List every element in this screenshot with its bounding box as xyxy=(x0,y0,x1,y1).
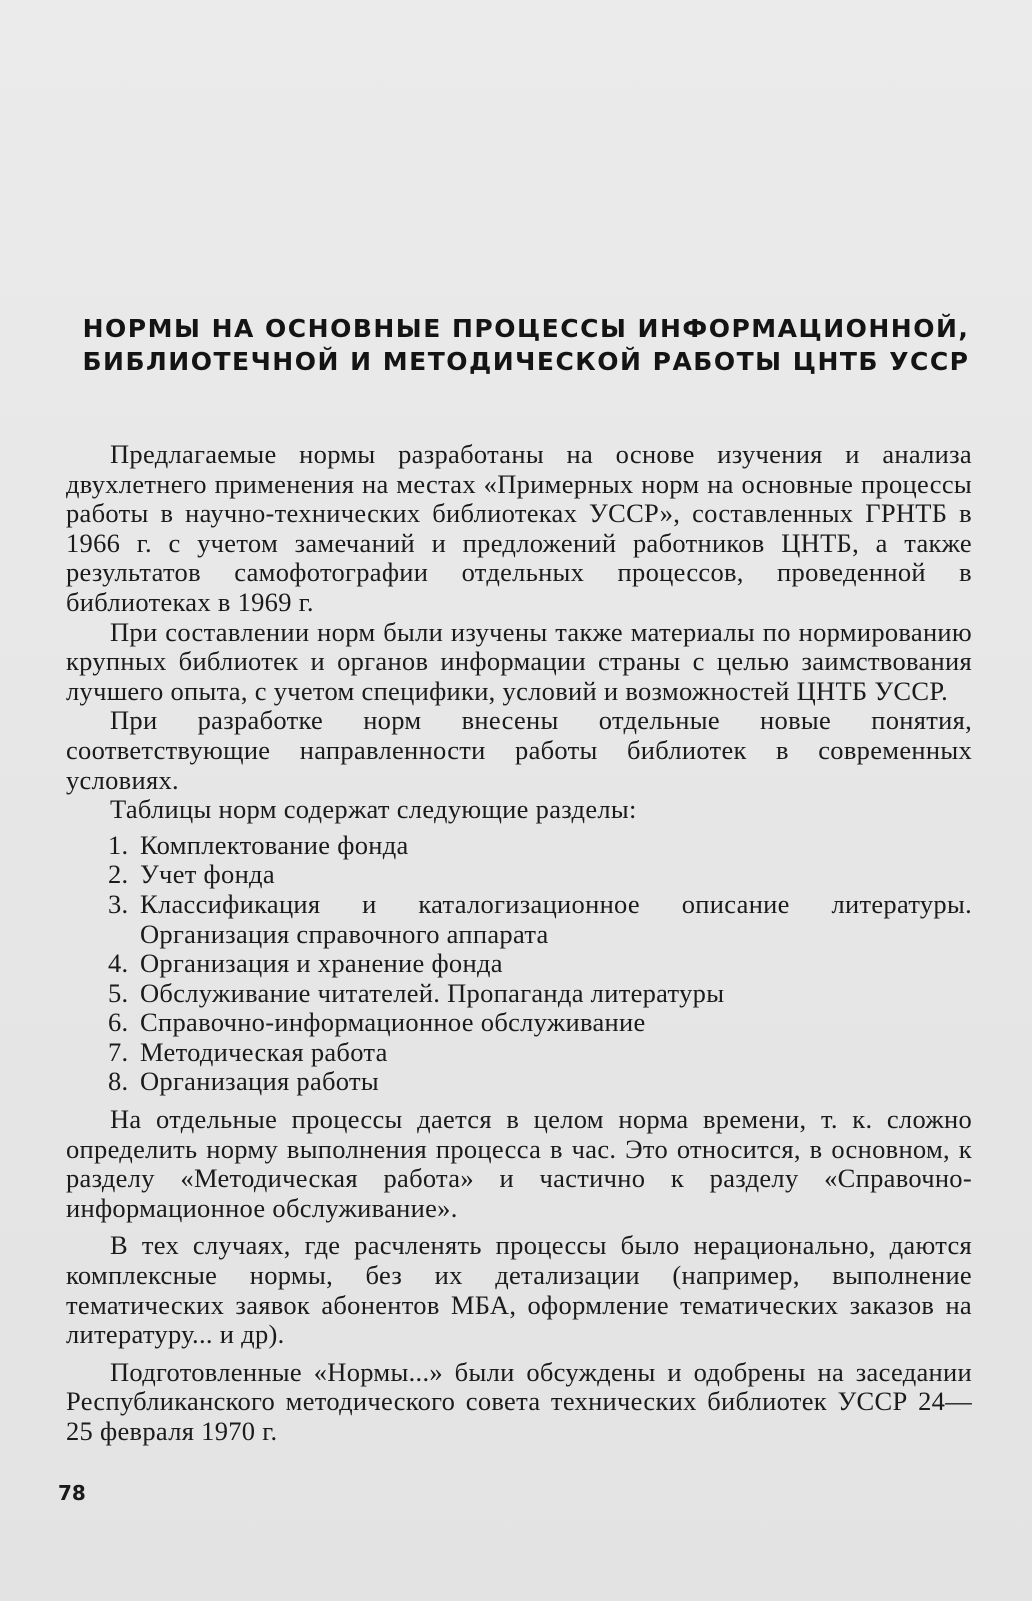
list-item xyxy=(66,1008,972,1038)
list-item-number: 5. xyxy=(108,977,129,1008)
title-line-2: БИБЛИОТЕЧНОЙ И МЕТОДИЧЕСКОЙ РАБОТЫ ЦНТБ УССР xyxy=(82,347,970,376)
sections-list xyxy=(66,831,972,1097)
list-item-number: 8. xyxy=(108,1066,129,1097)
list-item xyxy=(66,1067,972,1097)
list-item xyxy=(66,979,972,1009)
list-item xyxy=(66,1038,972,1068)
list-item-text: Методическая работа xyxy=(140,1036,388,1067)
list-item-text: Обслуживание читателей. Пропаганда литературы xyxy=(140,977,725,1008)
body-text xyxy=(66,440,972,1447)
paragraph-intro: Предлагаемые нормы разработаны на основе изучения и анализа двухлетнего применения на местах «Примерных норм на основные процессы работы в научно-технических библиотеках УССР», составленных ГРНТБ в 1966 г. с учетом замечаний и предложений работников ЦНТБ, а также результатов самофотографии отдельных процессов, проведенной в библиотеках в 1969 г. xyxy=(66,439,972,617)
list-item-text: Комплектование фонда xyxy=(140,829,409,860)
list-item-number: 3. xyxy=(108,888,129,919)
paragraph-sources: При составлении норм были изучены также материалы по нормированию крупных библиотек и органов информации страны с целью заимствования лучшего опыта, с учетом специфики, условий и возможностей ЦНТБ УССР. xyxy=(66,616,972,706)
list-item-text: Справочно-информационное обслуживание xyxy=(140,1007,646,1038)
paragraph-time-norms: На отдельные процессы дается в целом норма времени, т. к. сложно определить норму выполнения процесса в час. Это относится, в основном, к разделу «Методическая работа» и частично к разделу «Справочно-информационное обслуживание». xyxy=(66,1104,972,1223)
list-item xyxy=(66,949,972,979)
list-item-number: 4. xyxy=(108,948,129,979)
paragraph-complex-norms: В тех случаях, где расчленять процессы было нерационально, даются комплексные нормы, без их детализации (например, выполнение тематических заявок абонентов МБА, оформление тематических заказов на литературу... и др). xyxy=(66,1230,972,1350)
paragraph-sections-intro: Таблицы норм содержат следующие разделы: xyxy=(110,794,637,825)
list-item-number: 7. xyxy=(108,1036,129,1067)
list-item-text: Классификация и каталогизационное описание литературы. Организация справочного аппарата xyxy=(140,888,972,949)
page-title xyxy=(70,312,982,378)
list-item-number: 2. xyxy=(108,859,129,890)
list-item-number: 1. xyxy=(108,829,129,860)
list-item-text: Организация и хранение фонда xyxy=(140,948,503,979)
list-item-text: Организация работы xyxy=(140,1066,379,1097)
page-number: 78 xyxy=(58,1481,86,1505)
list-item xyxy=(66,831,972,861)
list-item xyxy=(66,860,972,890)
list-item xyxy=(66,890,972,949)
list-item-number: 6. xyxy=(108,1007,129,1038)
paragraph-new-concepts: При разработке норм внесены отдельные новые понятия, соответствующие направленности работы библиотек в современных условиях. xyxy=(66,705,972,795)
list-item-text: Учет фонда xyxy=(140,859,275,890)
title-line-1: НОРМЫ НА ОСНОВНЫЕ ПРОЦЕССЫ ИНФОРМАЦИОННОЙ, xyxy=(82,314,970,343)
paragraph-approval: Подготовленные «Нормы...» были обсуждены и одобрены на заседании Республиканского методического совета технических библиотек УССР 24—25 февраля 1970 г. xyxy=(66,1356,972,1446)
